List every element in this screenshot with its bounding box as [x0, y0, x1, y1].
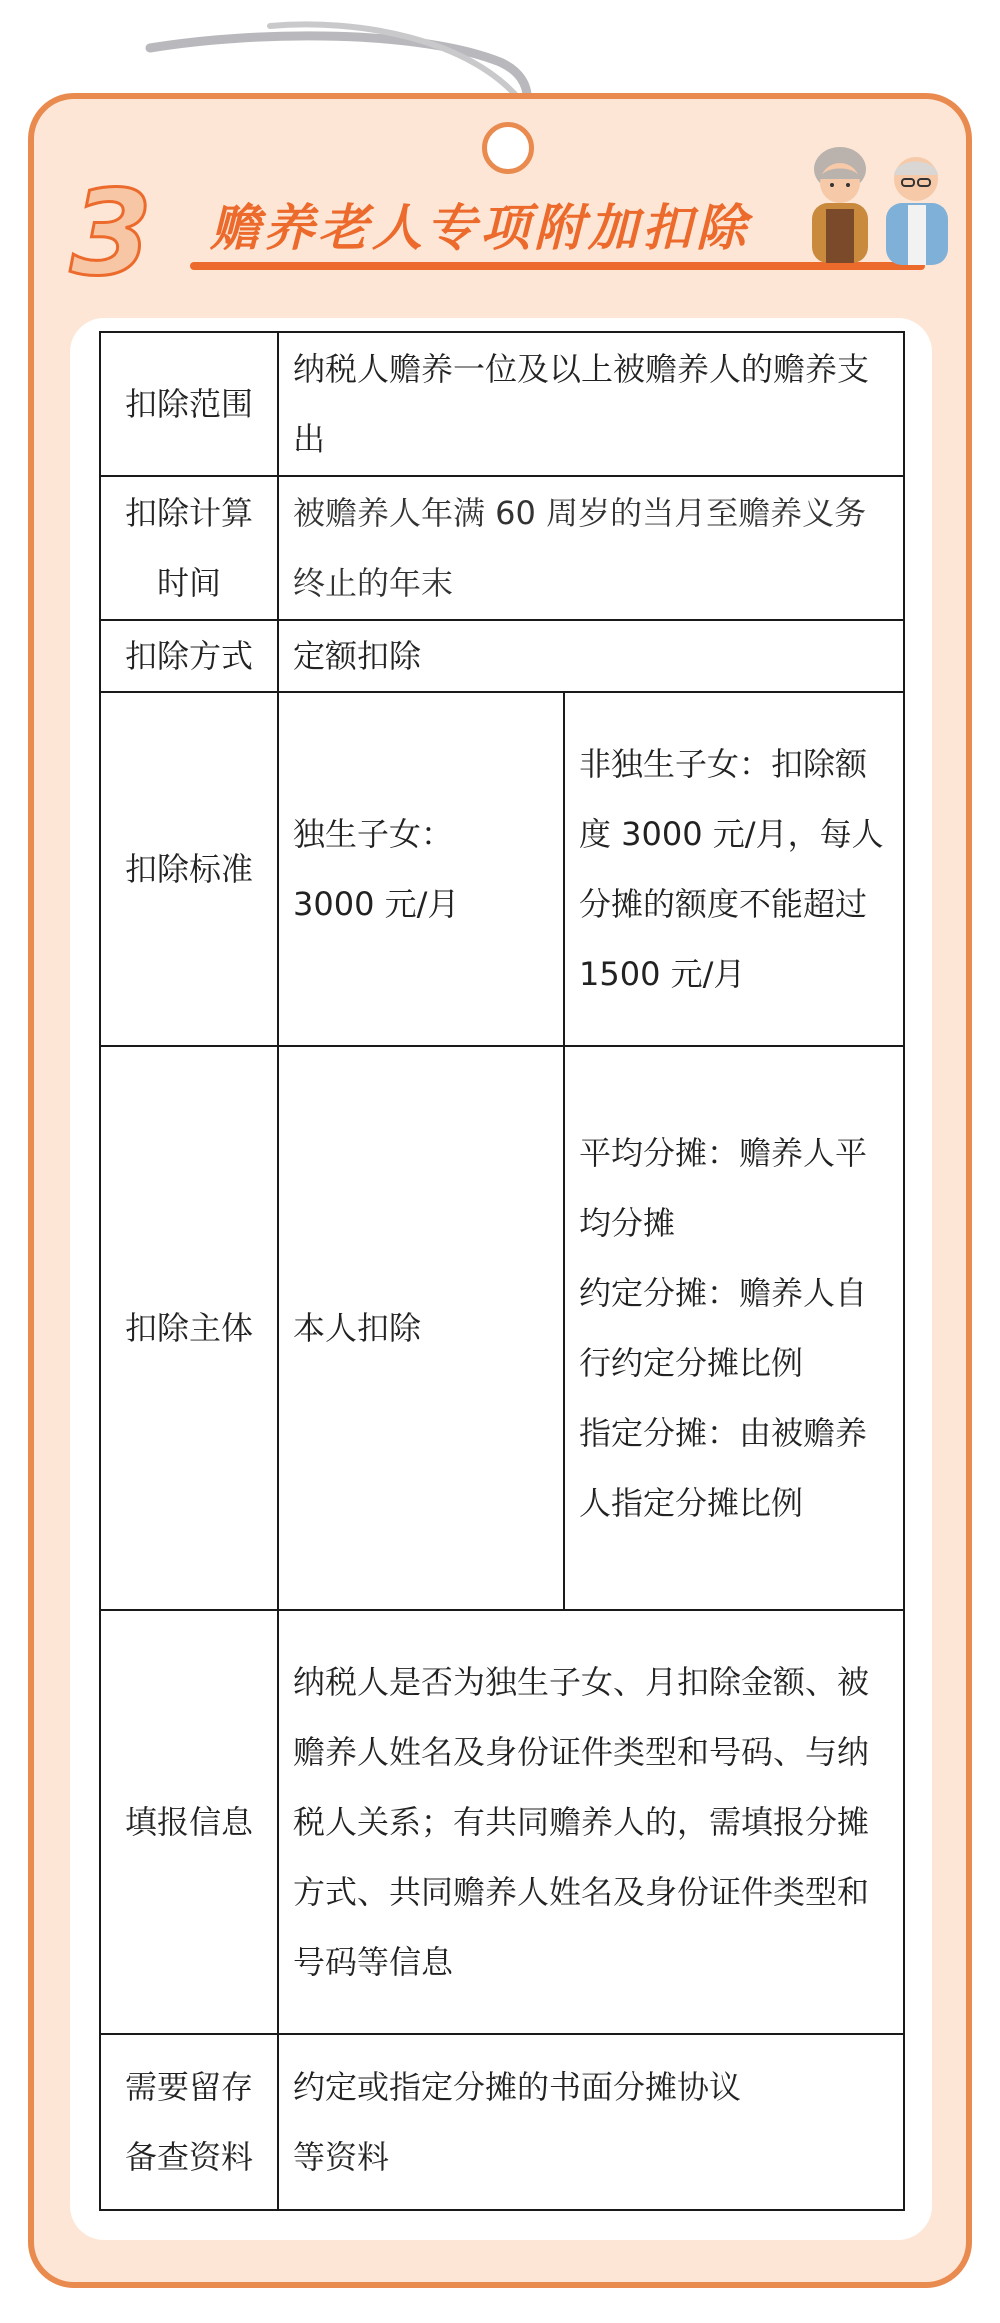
keep-label-line1: 需要留存 — [124, 2068, 253, 2106]
keep-label — [100, 2034, 278, 2210]
keep-value-line1: 约定或指定分摊的书面分摊协议 — [293, 2068, 742, 2106]
table-row-subject — [100, 1046, 904, 1610]
table-row-range — [100, 332, 904, 476]
only-child-value — [278, 692, 564, 1046]
table-row-standard — [100, 692, 904, 1046]
section-number: 3 — [70, 170, 153, 290]
report-value: 纳税人是否为独生子女、月扣除金额、被赡养人姓名及身份证件类型和号码、与纳税人关系；有共同赡养人的，需填报分摊方式、共同赡养人姓名及身份证件类型和号码等信息 — [278, 1610, 904, 2034]
range-label: 扣除范围 — [100, 332, 278, 476]
method-value: 定额扣除 — [278, 620, 904, 692]
range-value: 纳税人赡养一位及以上被赡养人的赡养支出 — [278, 332, 904, 476]
non-only-child-value: 非独生子女：扣除额度 3000 元/月，每人分摊的额度不能超过 1500 元/月 — [564, 692, 904, 1046]
split-agreed: 约定分摊：赡养人自行约定分摊比例 — [579, 1274, 868, 1382]
elderly-couple-icon — [790, 135, 970, 275]
only-child-line1: 独生子女： — [293, 815, 454, 853]
split-designated: 指定分摊：由被赡养人指定分摊比例 — [579, 1414, 868, 1522]
keep-value-line2: 等资料 — [293, 2138, 390, 2176]
split-methods — [564, 1046, 904, 1610]
table-row-method — [100, 620, 904, 692]
table-row-keep — [100, 2034, 904, 2210]
time-label-line1: 扣除计算 — [124, 494, 253, 532]
deduction-table — [99, 331, 905, 2211]
report-label: 填报信息 — [100, 1610, 278, 2034]
split-average: 平均分摊：赡养人平均分摊 — [579, 1134, 868, 1242]
table-row-report — [100, 1610, 904, 2034]
keep-value — [278, 2034, 904, 2210]
subject-label: 扣除主体 — [100, 1046, 278, 1610]
time-label — [100, 476, 278, 620]
only-child-line2: 3000 元/月 — [293, 885, 460, 923]
section-number-graphic — [62, 170, 182, 290]
time-label-line2: 时间 — [156, 564, 221, 602]
method-label: 扣除方式 — [100, 620, 278, 692]
page-title: 赡养老人专项附加扣除 — [210, 199, 750, 257]
keep-label-line2: 备查资料 — [124, 2138, 253, 2176]
subject-value: 本人扣除 — [278, 1046, 564, 1610]
tag-hole — [482, 122, 534, 174]
table-row-time — [100, 476, 904, 620]
time-value: 被赡养人年满 60 周岁的当月至赡养义务终止的年末 — [278, 476, 904, 620]
standard-label: 扣除标准 — [100, 692, 278, 1046]
